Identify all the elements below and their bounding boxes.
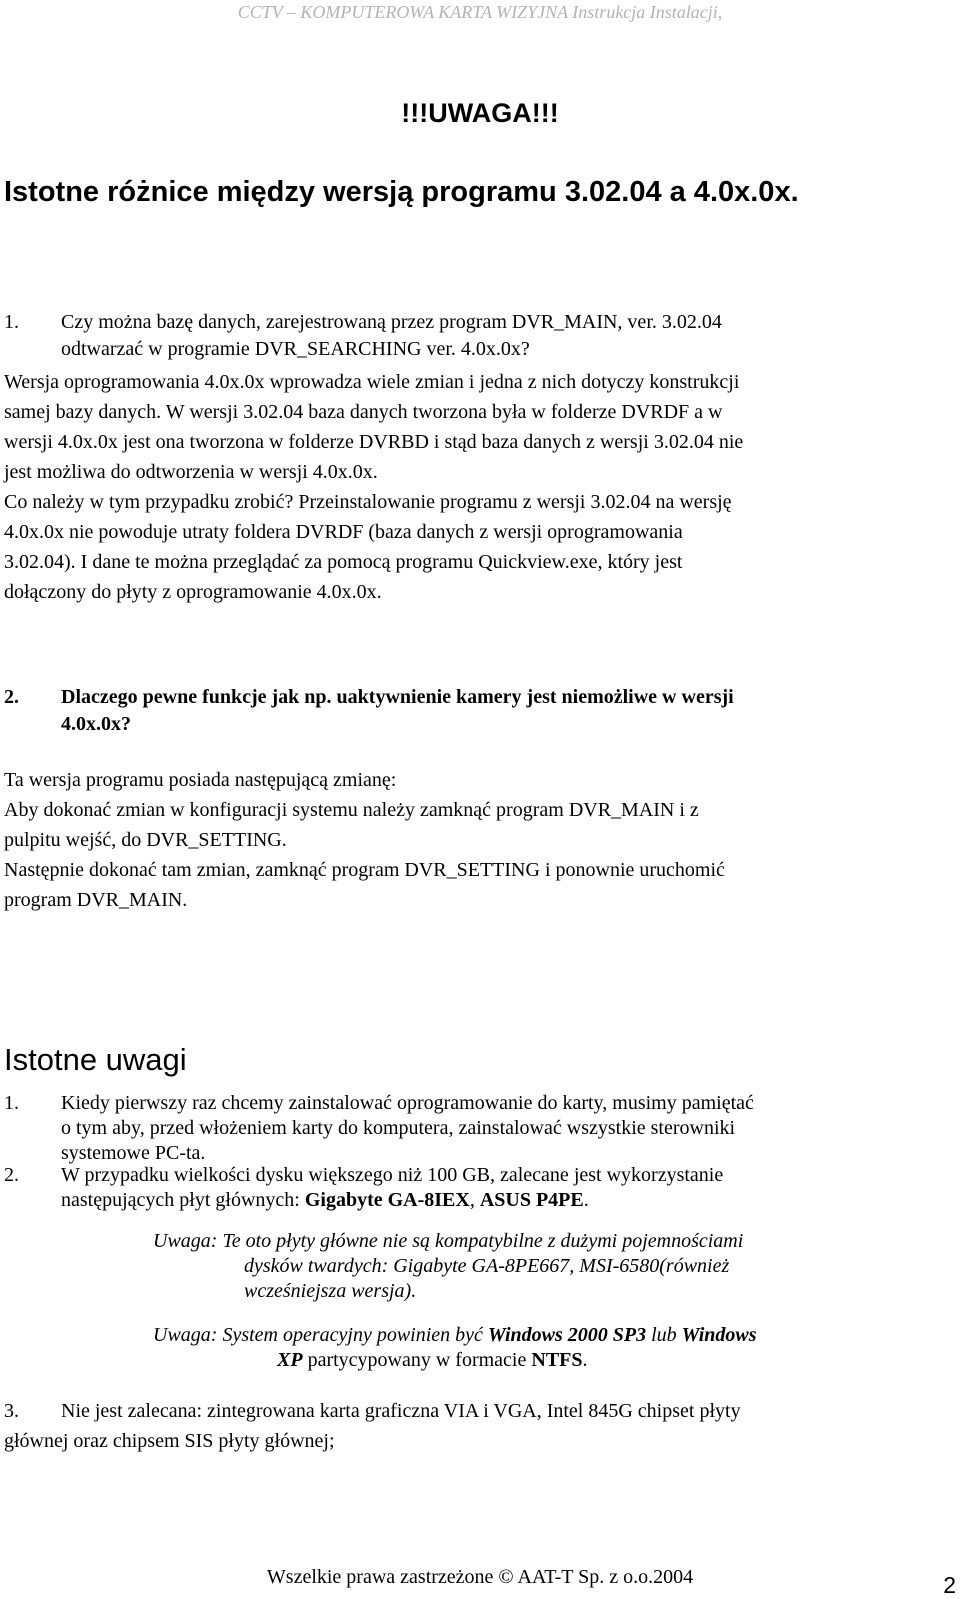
answer1-line: 3.02.04). I dane te można przeglądać za pomocą programu Quickview.exe, który jest [4, 551, 683, 573]
note1-text [61, 1091, 754, 1166]
note2-text [61, 1163, 723, 1213]
note3-line: głównej oraz chipsem SIS płyty głównej; [4, 1430, 335, 1452]
answer1-line: jest możliwa do odtworzenia w wersji 4.0x.0x. [4, 461, 378, 483]
q2-line: 4.0x.0x? [61, 713, 131, 735]
section-title: Istotne różnice między wersją programu 3.02.04 a 4.0x.0x. [4, 176, 799, 208]
note2-separator: , [469, 1189, 480, 1211]
note3-line: Nie jest zalecana: zintegrowana karta graficzna VIA i VGA, Intel 845G chipset płyty [61, 1400, 741, 1422]
note1-line: o tym aby, przed włożeniem karty do komputera, zainstalować wszystkie sterowniki [61, 1117, 736, 1139]
q2-line: Dlaczego pewne funkcje jak np. uaktywnienie kamery jest niemożliwe w wersji [61, 686, 734, 708]
q1-line: Czy można bazę danych, zarejestrowaną przez program DVR_MAIN, ver. 3.02.04 [61, 311, 722, 333]
remark2-line [153, 1323, 757, 1348]
answer2-line: pulpitu wejść, do DVR_SETTING. [4, 829, 287, 851]
filesystem-ntfs: NTFS [531, 1349, 583, 1371]
remark1 [153, 1229, 743, 1304]
q2-number: 2. [4, 686, 19, 708]
q1-text [61, 309, 722, 363]
remark2 [153, 1323, 757, 1373]
note3-number: 3. [4, 1400, 19, 1422]
note3-text [4, 1396, 741, 1456]
answer2-line: Ta wersja programu posiada następującą zmianę: [4, 769, 397, 791]
answer1-paragraph [4, 367, 743, 607]
page-header: CCTV – KOMPUTEROWA KARTA WIZYJNA Instrukcja Instalacji, [237, 2, 723, 22]
note2-number: 2. [4, 1164, 19, 1186]
os-xp: XP [277, 1349, 303, 1371]
warning-heading: !!!UWAGA!!! [401, 98, 559, 128]
answer1-line: Co należy w tym przypadku zrobić? Przeinstalowanie programu z wersji 3.02.04 na wersję [4, 491, 732, 513]
note2-line [61, 1188, 723, 1213]
q2-text [61, 684, 734, 738]
page-footer: Wszelkie prawa zastrzeżone © AAT-T Sp. z o.o.2004 [266, 1566, 694, 1588]
answer1-line: dołączony do płyty z oprogramowanie 4.0x.0x. [4, 581, 382, 603]
answer2-line: Aby dokonać zmian w konfiguracji systemu należy zamknąć program DVR_MAIN i z [4, 799, 699, 821]
remark2-end: . [582, 1349, 588, 1371]
answer2-line: program DVR_MAIN. [4, 889, 188, 911]
remark2-prefix: Uwaga: System operacyjny powinien być [153, 1324, 488, 1346]
board-gigabyte: Gigabyte GA-8IEX [304, 1189, 470, 1211]
remark2-mid: lub [646, 1324, 682, 1346]
answer2-paragraph [4, 765, 725, 915]
remark2-suffix: partycypowany w formacie [302, 1349, 532, 1371]
note2-end: . [583, 1189, 589, 1211]
q1-line: odtwarzać w programie DVR_SEARCHING ver. 4.0x.0x? [61, 338, 530, 360]
note2-line: W przypadku wielkości dysku większego niż 100 GB, zalecane jest wykorzystanie [61, 1164, 724, 1186]
note2-prefix: następujących płyt głównych: [61, 1189, 305, 1211]
notes-heading: Istotne uwagi [4, 1042, 187, 1077]
answer1-line: 4.0x.0x nie powoduje utraty foldera DVRDF (baza danych z wersji oprogramowania [4, 521, 683, 543]
board-asus: ASUS P4PE [479, 1189, 584, 1211]
answer1-line: Wersja oprogramowania 4.0x.0x wprowadza wiele zmian i jedna z nich dotyczy konstrukcji [4, 371, 740, 393]
os-windows2000: Windows 2000 SP3 [487, 1324, 647, 1346]
remark2-line [153, 1348, 757, 1373]
answer1-line: wersji 4.0x.0x jest ona tworzona w folderze DVRBD i stąd baza danych z wersji 3.02.04 nie [4, 431, 744, 453]
remark1-line: wcześniejsza wersja). [244, 1280, 417, 1302]
note1-line: systemowe PC-ta. [61, 1142, 206, 1164]
answer2-line: Następnie dokonać tam zmian, zamknąć program DVR_SETTING i ponownie uruchomić [4, 859, 725, 881]
page-number: 2 [943, 1572, 956, 1598]
remark1-line: dysków twardych: Gigabyte GA-8PE667, MSI-6580(również [244, 1255, 730, 1277]
note1-number: 1. [4, 1092, 19, 1114]
answer1-line: samej bazy danych. W wersji 3.02.04 baza danych tworzona była w folderze DVRDF a w [4, 401, 723, 423]
q1-number: 1. [4, 311, 19, 333]
os-windows: Windows [681, 1324, 757, 1346]
remark1-line: Uwaga: Te oto płyty główne nie są kompatybilne z dużymi pojemnościami [153, 1230, 744, 1252]
note1-line: Kiedy pierwszy raz chcemy zainstalować oprogramowanie do karty, musimy pamiętać [61, 1092, 754, 1114]
